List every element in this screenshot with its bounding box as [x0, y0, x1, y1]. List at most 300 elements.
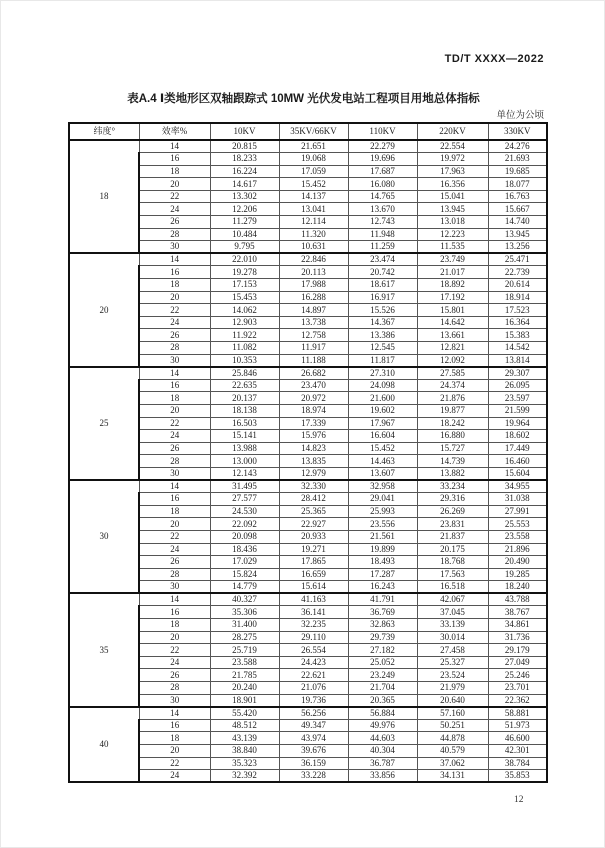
- value-cell: 16.224: [210, 165, 279, 178]
- value-cell: 26.095: [488, 379, 547, 392]
- value-cell: 16.243: [348, 581, 417, 594]
- table-row: [69, 467, 547, 480]
- value-cell: 22.739: [488, 266, 547, 279]
- efficiency-cell: 28: [139, 455, 210, 468]
- table-row: [69, 757, 547, 770]
- value-cell: 10.484: [210, 228, 279, 241]
- value-cell: 22.846: [279, 253, 348, 266]
- efficiency-cell: 26: [139, 442, 210, 455]
- table-row: [69, 505, 547, 518]
- value-cell: 29.739: [348, 631, 417, 644]
- table-row: [69, 543, 547, 556]
- table-row: [69, 669, 547, 682]
- efficiency-cell: 24: [139, 203, 210, 216]
- table-row: [69, 656, 547, 669]
- efficiency-cell: 20: [139, 745, 210, 758]
- table-row: [69, 770, 547, 783]
- value-cell: 14.779: [210, 581, 279, 594]
- value-cell: 11.279: [210, 216, 279, 229]
- table-row: [69, 644, 547, 657]
- efficiency-cell: 24: [139, 316, 210, 329]
- latitude-cell: 30: [69, 480, 139, 593]
- value-cell: 16.503: [210, 417, 279, 430]
- value-cell: 16.880: [417, 430, 488, 443]
- value-cell: 31.400: [210, 619, 279, 632]
- table-row: [69, 719, 547, 732]
- value-cell: 34.861: [488, 619, 547, 632]
- table-row: [69, 568, 547, 581]
- value-cell: 49.976: [348, 719, 417, 732]
- table-row: [69, 316, 547, 329]
- table-row: [69, 379, 547, 392]
- value-cell: 12.223: [417, 228, 488, 241]
- value-cell: 23.470: [279, 379, 348, 392]
- efficiency-cell: 22: [139, 757, 210, 770]
- value-cell: 14.765: [348, 190, 417, 203]
- value-cell: 20.972: [279, 392, 348, 405]
- value-cell: 16.604: [348, 430, 417, 443]
- value-cell: 14.823: [279, 442, 348, 455]
- table-row: [69, 392, 547, 405]
- value-cell: 17.963: [417, 165, 488, 178]
- value-cell: 20.137: [210, 392, 279, 405]
- efficiency-cell: 24: [139, 543, 210, 556]
- value-cell: 35.323: [210, 757, 279, 770]
- efficiency-cell: 28: [139, 682, 210, 695]
- value-cell: 15.526: [348, 304, 417, 317]
- latitude-cell: 18: [69, 140, 139, 253]
- value-cell: 18.914: [488, 291, 547, 304]
- value-cell: 22.927: [279, 518, 348, 531]
- value-cell: 11.948: [348, 228, 417, 241]
- value-cell: 21.979: [417, 682, 488, 695]
- value-cell: 24.276: [488, 140, 547, 153]
- value-cell: 21.651: [279, 140, 348, 153]
- value-cell: 36.141: [279, 606, 348, 619]
- value-cell: 25.471: [488, 253, 547, 266]
- value-cell: 41.163: [279, 593, 348, 606]
- value-cell: 18.242: [417, 417, 488, 430]
- table-row: [69, 694, 547, 707]
- table-row: [69, 732, 547, 745]
- latitude-cell: 40: [69, 707, 139, 783]
- value-cell: 20.365: [348, 694, 417, 707]
- value-cell: 38.767: [488, 606, 547, 619]
- value-cell: 25.246: [488, 669, 547, 682]
- efficiency-cell: 22: [139, 644, 210, 657]
- value-cell: 14.367: [348, 316, 417, 329]
- value-cell: 16.080: [348, 178, 417, 191]
- value-cell: 16.917: [348, 291, 417, 304]
- table-row: [69, 404, 547, 417]
- value-cell: 40.304: [348, 745, 417, 758]
- value-cell: 14.642: [417, 316, 488, 329]
- latitude-cell: 25: [69, 367, 139, 480]
- value-cell: 18.901: [210, 694, 279, 707]
- efficiency-cell: 30: [139, 241, 210, 254]
- value-cell: 13.000: [210, 455, 279, 468]
- value-cell: 15.824: [210, 568, 279, 581]
- value-cell: 27.182: [348, 644, 417, 657]
- value-cell: 16.288: [279, 291, 348, 304]
- table-row: [69, 455, 547, 468]
- table-row: [69, 530, 547, 543]
- table-row: [69, 606, 547, 619]
- value-cell: 18.077: [488, 178, 547, 191]
- value-cell: 18.617: [348, 279, 417, 292]
- value-cell: 17.563: [417, 568, 488, 581]
- value-cell: 18.493: [348, 556, 417, 569]
- value-cell: 18.768: [417, 556, 488, 569]
- table-row: [69, 619, 547, 632]
- efficiency-cell: 30: [139, 581, 210, 594]
- efficiency-cell: 28: [139, 568, 210, 581]
- value-cell: 13.945: [488, 228, 547, 241]
- value-cell: 12.903: [210, 316, 279, 329]
- value-cell: 14.062: [210, 304, 279, 317]
- value-cell: 25.719: [210, 644, 279, 657]
- value-cell: 13.386: [348, 329, 417, 342]
- efficiency-cell: 26: [139, 669, 210, 682]
- value-cell: 13.882: [417, 467, 488, 480]
- value-cell: 12.743: [348, 216, 417, 229]
- value-cell: 15.614: [279, 581, 348, 594]
- value-cell: 42.301: [488, 745, 547, 758]
- value-cell: 34.955: [488, 480, 547, 493]
- value-cell: 14.137: [279, 190, 348, 203]
- value-cell: 23.556: [348, 518, 417, 531]
- efficiency-cell: 18: [139, 732, 210, 745]
- value-cell: 25.553: [488, 518, 547, 531]
- column-header: 220KV: [417, 123, 488, 140]
- value-cell: 20.175: [417, 543, 488, 556]
- latitude-cell: 20: [69, 253, 139, 366]
- value-cell: 15.141: [210, 430, 279, 443]
- value-cell: 12.143: [210, 467, 279, 480]
- value-cell: 17.029: [210, 556, 279, 569]
- table-row: [69, 354, 547, 367]
- value-cell: 44.603: [348, 732, 417, 745]
- table-row: [69, 216, 547, 229]
- value-cell: 27.458: [417, 644, 488, 657]
- efficiency-cell: 22: [139, 530, 210, 543]
- value-cell: 37.062: [417, 757, 488, 770]
- value-cell: 13.302: [210, 190, 279, 203]
- value-cell: 33.228: [279, 770, 348, 783]
- value-cell: 17.865: [279, 556, 348, 569]
- efficiency-cell: 14: [139, 367, 210, 380]
- table-row: [69, 745, 547, 758]
- value-cell: 25.846: [210, 367, 279, 380]
- table-row: [69, 153, 547, 166]
- value-cell: 21.876: [417, 392, 488, 405]
- value-cell: 13.607: [348, 467, 417, 480]
- value-cell: 48.512: [210, 719, 279, 732]
- value-cell: 26.269: [417, 505, 488, 518]
- value-cell: 21.693: [488, 153, 547, 166]
- value-cell: 28.275: [210, 631, 279, 644]
- table-row: [69, 241, 547, 254]
- value-cell: 27.991: [488, 505, 547, 518]
- value-cell: 17.449: [488, 442, 547, 455]
- efficiency-cell: 24: [139, 430, 210, 443]
- table-row: [69, 329, 547, 342]
- value-cell: 16.460: [488, 455, 547, 468]
- value-cell: 28.412: [279, 493, 348, 506]
- value-cell: 33.234: [417, 480, 488, 493]
- table-row: [69, 253, 547, 266]
- efficiency-cell: 20: [139, 631, 210, 644]
- value-cell: 19.068: [279, 153, 348, 166]
- value-cell: 30.014: [417, 631, 488, 644]
- efficiency-cell: 14: [139, 253, 210, 266]
- value-cell: 17.287: [348, 568, 417, 581]
- value-cell: 14.739: [417, 455, 488, 468]
- table-row: [69, 291, 547, 304]
- value-cell: 14.617: [210, 178, 279, 191]
- efficiency-cell: 24: [139, 770, 210, 783]
- value-cell: 36.769: [348, 606, 417, 619]
- value-cell: 33.856: [348, 770, 417, 783]
- value-cell: 14.740: [488, 216, 547, 229]
- value-cell: 21.017: [417, 266, 488, 279]
- column-header: 10KV: [210, 123, 279, 140]
- value-cell: 12.545: [348, 342, 417, 355]
- efficiency-cell: 16: [139, 719, 210, 732]
- efficiency-cell: 16: [139, 379, 210, 392]
- value-cell: 43.139: [210, 732, 279, 745]
- value-cell: 13.945: [417, 203, 488, 216]
- value-cell: 27.585: [417, 367, 488, 380]
- efficiency-cell: 28: [139, 342, 210, 355]
- value-cell: 18.892: [417, 279, 488, 292]
- table-row: [69, 367, 547, 380]
- value-cell: 13.041: [279, 203, 348, 216]
- value-cell: 11.320: [279, 228, 348, 241]
- value-cell: 19.877: [417, 404, 488, 417]
- value-cell: 17.059: [279, 165, 348, 178]
- value-cell: 19.285: [488, 568, 547, 581]
- table-row: [69, 430, 547, 443]
- value-cell: 15.452: [279, 178, 348, 191]
- value-cell: 17.192: [417, 291, 488, 304]
- efficiency-cell: 22: [139, 304, 210, 317]
- doc-number: TD/T XXXX—2022: [444, 53, 544, 65]
- efficiency-cell: 16: [139, 606, 210, 619]
- value-cell: 11.817: [348, 354, 417, 367]
- table-row: [69, 266, 547, 279]
- efficiency-cell: 20: [139, 404, 210, 417]
- value-cell: 18.436: [210, 543, 279, 556]
- value-cell: 11.259: [348, 241, 417, 254]
- table-row: [69, 682, 547, 695]
- efficiency-cell: 22: [139, 190, 210, 203]
- value-cell: 24.423: [279, 656, 348, 669]
- table-row: [69, 707, 547, 720]
- value-cell: 12.821: [417, 342, 488, 355]
- value-cell: 20.614: [488, 279, 547, 292]
- value-cell: 20.240: [210, 682, 279, 695]
- value-cell: 40.327: [210, 593, 279, 606]
- value-cell: 13.670: [348, 203, 417, 216]
- value-cell: 20.742: [348, 266, 417, 279]
- value-cell: 22.092: [210, 518, 279, 531]
- page-number: 12: [514, 795, 524, 805]
- value-cell: 16.364: [488, 316, 547, 329]
- value-cell: 14.463: [348, 455, 417, 468]
- value-cell: 58.881: [488, 707, 547, 720]
- value-cell: 20.490: [488, 556, 547, 569]
- value-cell: 26.682: [279, 367, 348, 380]
- value-cell: 31.038: [488, 493, 547, 506]
- efficiency-cell: 18: [139, 392, 210, 405]
- efficiency-cell: 14: [139, 593, 210, 606]
- value-cell: 19.602: [348, 404, 417, 417]
- table-row: [69, 190, 547, 203]
- value-cell: 20.098: [210, 530, 279, 543]
- efficiency-cell: 26: [139, 556, 210, 569]
- value-cell: 15.667: [488, 203, 547, 216]
- value-cell: 21.704: [348, 682, 417, 695]
- value-cell: 18.974: [279, 404, 348, 417]
- value-cell: 23.749: [417, 253, 488, 266]
- value-cell: 18.602: [488, 430, 547, 443]
- value-cell: 21.837: [417, 530, 488, 543]
- value-cell: 38.784: [488, 757, 547, 770]
- value-cell: 38.840: [210, 745, 279, 758]
- value-cell: 17.988: [279, 279, 348, 292]
- value-cell: 22.554: [417, 140, 488, 153]
- efficiency-cell: 28: [139, 228, 210, 241]
- table-row: [69, 342, 547, 355]
- table-row: [69, 593, 547, 606]
- efficiency-cell: 16: [139, 493, 210, 506]
- value-cell: 25.052: [348, 656, 417, 669]
- value-cell: 57.160: [417, 707, 488, 720]
- value-cell: 12.114: [279, 216, 348, 229]
- value-cell: 22.010: [210, 253, 279, 266]
- table-row: [69, 140, 547, 153]
- value-cell: 11.082: [210, 342, 279, 355]
- value-cell: 11.188: [279, 354, 348, 367]
- value-cell: 42.067: [417, 593, 488, 606]
- value-cell: 32.235: [279, 619, 348, 632]
- table-row: [69, 417, 547, 430]
- unit-note: 单位为公顷: [496, 111, 544, 121]
- value-cell: 12.758: [279, 329, 348, 342]
- value-cell: 12.979: [279, 467, 348, 480]
- value-cell: 19.278: [210, 266, 279, 279]
- value-cell: 22.635: [210, 379, 279, 392]
- value-cell: 27.049: [488, 656, 547, 669]
- value-cell: 16.763: [488, 190, 547, 203]
- column-header: 330KV: [488, 123, 547, 140]
- value-cell: 19.964: [488, 417, 547, 430]
- value-cell: 21.561: [348, 530, 417, 543]
- value-cell: 36.787: [348, 757, 417, 770]
- value-cell: 11.535: [417, 241, 488, 254]
- value-cell: 29.110: [279, 631, 348, 644]
- value-cell: 11.917: [279, 342, 348, 355]
- table-title: 表A.4 Ⅰ类地形区双轴跟踪式 10MW 光伏发电站工程项目用地总体指标: [127, 93, 480, 105]
- value-cell: 25.327: [417, 656, 488, 669]
- table-row: [69, 631, 547, 644]
- value-cell: 17.523: [488, 304, 547, 317]
- value-cell: 32.330: [279, 480, 348, 493]
- value-cell: 23.588: [210, 656, 279, 669]
- value-cell: 21.896: [488, 543, 547, 556]
- value-cell: 20.113: [279, 266, 348, 279]
- value-cell: 26.554: [279, 644, 348, 657]
- value-cell: 23.558: [488, 530, 547, 543]
- value-cell: 14.897: [279, 304, 348, 317]
- value-cell: 9.795: [210, 241, 279, 254]
- value-cell: 27.577: [210, 493, 279, 506]
- value-cell: 12.092: [417, 354, 488, 367]
- value-cell: 20.933: [279, 530, 348, 543]
- value-cell: 25.993: [348, 505, 417, 518]
- table-row: [69, 228, 547, 241]
- efficiency-cell: 18: [139, 505, 210, 518]
- value-cell: 41.791: [348, 593, 417, 606]
- value-cell: 21.599: [488, 404, 547, 417]
- value-cell: 20.815: [210, 140, 279, 153]
- table-row: [69, 279, 547, 292]
- value-cell: 43.788: [488, 593, 547, 606]
- value-cell: 19.685: [488, 165, 547, 178]
- value-cell: 18.233: [210, 153, 279, 166]
- value-cell: 36.159: [279, 757, 348, 770]
- table-row: [69, 518, 547, 531]
- value-cell: 33.139: [417, 619, 488, 632]
- value-cell: 31.736: [488, 631, 547, 644]
- efficiency-cell: 22: [139, 417, 210, 430]
- value-cell: 14.542: [488, 342, 547, 355]
- efficiency-cell: 30: [139, 467, 210, 480]
- value-cell: 50.251: [417, 719, 488, 732]
- efficiency-cell: 16: [139, 153, 210, 166]
- value-cell: 21.785: [210, 669, 279, 682]
- column-header: 110KV: [348, 123, 417, 140]
- value-cell: 11.922: [210, 329, 279, 342]
- value-cell: 23.249: [348, 669, 417, 682]
- value-cell: 19.271: [279, 543, 348, 556]
- value-cell: 35.853: [488, 770, 547, 783]
- value-cell: 21.076: [279, 682, 348, 695]
- efficiency-cell: 26: [139, 329, 210, 342]
- land-use-indicator-table: [68, 122, 548, 783]
- value-cell: 29.316: [417, 493, 488, 506]
- value-cell: 22.621: [279, 669, 348, 682]
- value-cell: 15.976: [279, 430, 348, 443]
- value-cell: 15.801: [417, 304, 488, 317]
- value-cell: 29.179: [488, 644, 547, 657]
- column-header: 纬度°: [69, 123, 139, 140]
- value-cell: 13.988: [210, 442, 279, 455]
- latitude-cell: 35: [69, 593, 139, 706]
- value-cell: 56.884: [348, 707, 417, 720]
- efficiency-cell: 30: [139, 694, 210, 707]
- value-cell: 32.392: [210, 770, 279, 783]
- value-cell: 23.597: [488, 392, 547, 405]
- value-cell: 13.814: [488, 354, 547, 367]
- value-cell: 22.279: [348, 140, 417, 153]
- table-row: [69, 304, 547, 317]
- value-cell: 18.138: [210, 404, 279, 417]
- value-cell: 31.495: [210, 480, 279, 493]
- table-row: [69, 203, 547, 216]
- value-cell: 56.256: [279, 707, 348, 720]
